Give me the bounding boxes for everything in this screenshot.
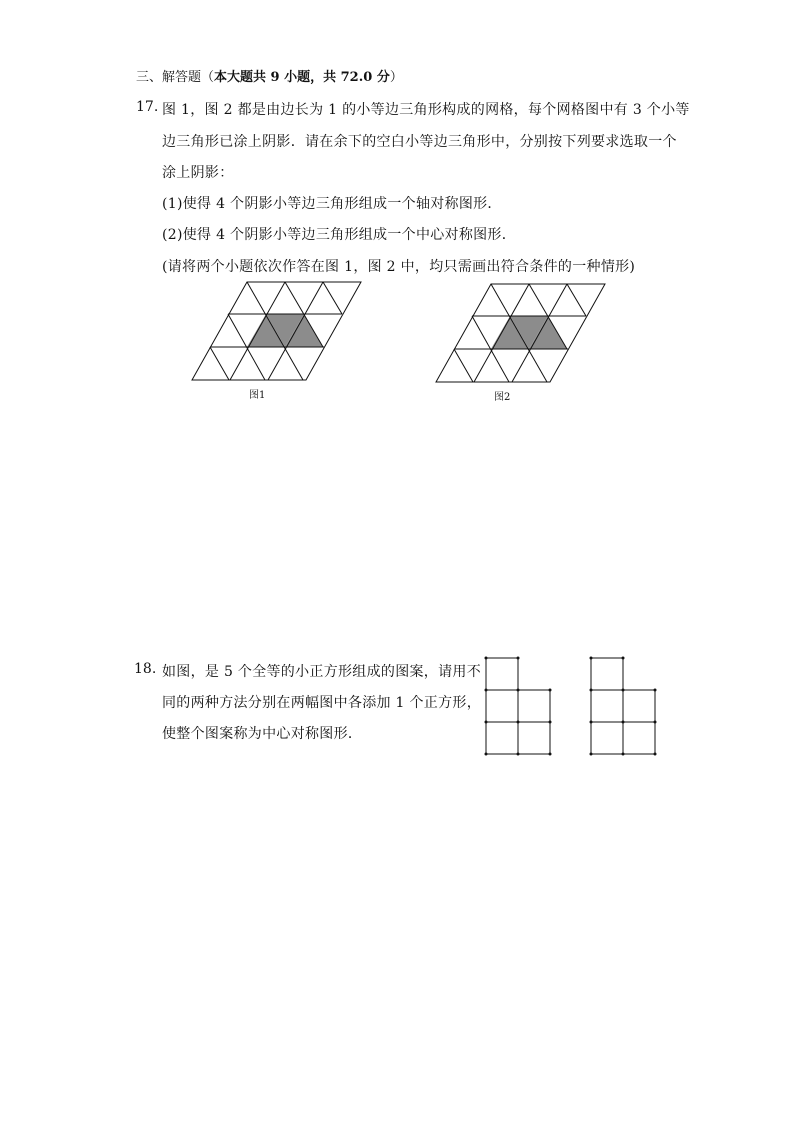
section-title-suffix: ） — [389, 70, 403, 85]
grid-dot — [517, 657, 520, 660]
unit-square — [591, 690, 623, 722]
unit-square — [518, 722, 550, 754]
q18-figure-left — [484, 656, 556, 758]
unit-square — [623, 690, 655, 722]
unit-square — [591, 722, 623, 754]
section-title-prefix: 三、解答题（ — [136, 70, 215, 85]
grid-dot — [622, 721, 625, 724]
grid-dot — [485, 689, 488, 692]
unit-square — [623, 722, 655, 754]
grid-dot — [590, 657, 593, 660]
grid-dot — [590, 721, 593, 724]
figure-1-triangle-grid — [192, 282, 362, 382]
grid-line — [210, 347, 229, 380]
question-17-part-2: (2)使得 4 个阴影小等边三角形组成一个中心对称图形． — [162, 227, 517, 243]
question-17-note: (请将两个小题依次作答在图 1，图 2 中，均只需画出符合条件的一种情形) — [162, 259, 636, 275]
figure-1-caption: 图1 — [249, 390, 266, 401]
figure-2-triangle-grid — [436, 284, 606, 384]
question-17-part-1: (1)使得 4 个阴影小等边三角形组成一个轴对称图形． — [162, 196, 502, 212]
question-18-line-3: 使整个图案称为中心对称图形． — [162, 726, 363, 742]
section-title — [136, 66, 403, 85]
grid-dot — [485, 753, 488, 756]
grid-dot — [654, 753, 657, 756]
question-17-number: 17. — [136, 99, 159, 115]
grid-dot — [485, 721, 488, 724]
grid-dot — [622, 657, 625, 660]
grid-dot — [622, 689, 625, 692]
grid-dot — [549, 753, 552, 756]
question-17-line-2: 边三角形已涂上阴影．请在余下的空白小等边三角形中，分别按下列要求选取一个 — [162, 134, 677, 150]
grid-line — [323, 282, 342, 314]
question-17-line-3: 涂上阴影： — [162, 165, 234, 181]
grid-dot — [654, 689, 657, 692]
question-18-number: 18. — [134, 661, 157, 677]
grid-dot — [590, 689, 593, 692]
grid-line — [567, 284, 586, 316]
grid-dot — [622, 753, 625, 756]
figure-1-shaded-triangles — [247, 314, 323, 347]
grid-line — [454, 349, 473, 382]
question-18-line-1: 如图，是 5 个全等的小正方形组成的图案，请用不 — [162, 664, 482, 680]
grid-dot — [517, 689, 520, 692]
grid-dot — [654, 721, 657, 724]
grid-dot — [517, 721, 520, 724]
unit-square — [486, 690, 518, 722]
section-title-bold: 本大题共 9 小题，共 72.0 分 — [214, 70, 390, 85]
grid-dot — [549, 689, 552, 692]
grid-dot — [590, 753, 593, 756]
question-18-line-2: 同的两种方法分别在两幅图中各添加 1 个正方形， — [162, 695, 482, 711]
q18-figure-right — [589, 656, 661, 758]
unit-square — [591, 658, 623, 690]
unit-square — [518, 690, 550, 722]
grid-dot — [549, 721, 552, 724]
question-17-line-1: 图 1，图 2 都是由边长为 1 的小等边三角形构成的网格，每个网格图中有 3 个小等 — [162, 102, 690, 118]
figure-2-caption: 图2 — [494, 392, 511, 403]
figure-2-shaded-triangles — [491, 316, 567, 349]
unit-square — [486, 722, 518, 754]
grid-dot — [485, 657, 488, 660]
unit-square — [486, 658, 518, 690]
grid-dot — [517, 753, 520, 756]
